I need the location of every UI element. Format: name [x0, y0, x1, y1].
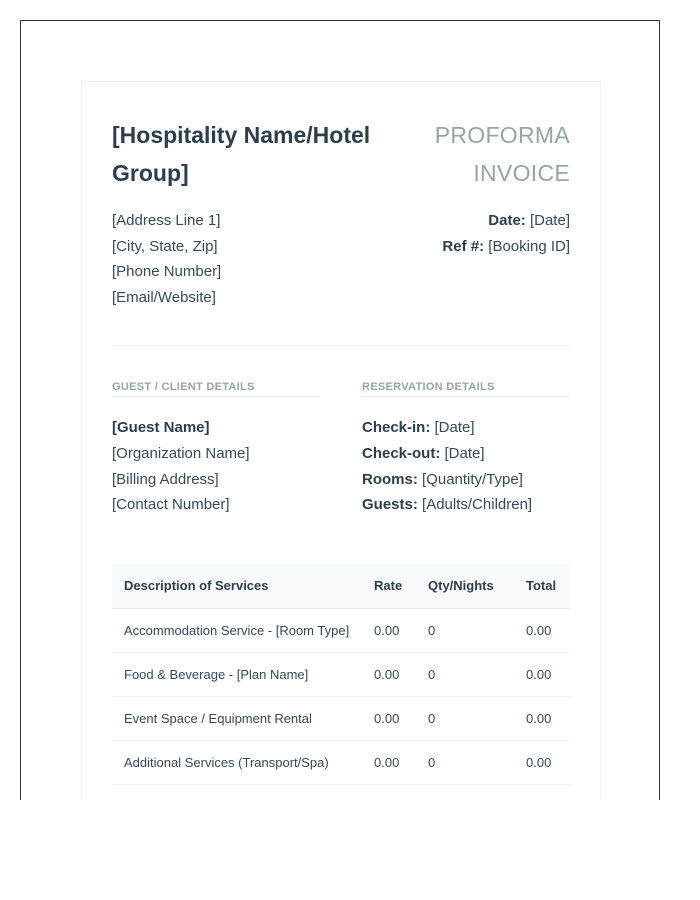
guest-details-lines: [112, 415, 320, 517]
service-total: 0.00: [514, 740, 570, 784]
service-qty: 0: [416, 696, 514, 740]
reservation-label: Rooms:: [362, 470, 418, 488]
column-header: Qty/Nights: [416, 564, 514, 609]
service-rate: 0.00: [362, 608, 416, 652]
date-value: [Date]: [529, 212, 570, 229]
service-rate: 0.00: [362, 740, 416, 784]
service-qty: 0: [416, 652, 514, 696]
guest-line: [Organization Name]: [112, 444, 250, 462]
guest-details-heading: GUEST / CLIENT DETAILS: [112, 381, 320, 397]
details-section: [112, 381, 570, 517]
service-description: Additional Services (Transport/Spa): [112, 740, 362, 784]
invoice-content: [112, 112, 570, 785]
guest-name: [Guest Name]: [112, 419, 210, 437]
table-header-row: [112, 564, 570, 609]
service-qty: 0: [416, 740, 514, 784]
services-table: [112, 564, 570, 785]
table-row: [112, 608, 570, 652]
company-address: [112, 208, 221, 310]
reservation-details-lines: [362, 415, 570, 517]
address-line: [Address Line 1]: [112, 212, 221, 229]
service-rate: 0.00: [362, 696, 416, 740]
ref-label: Ref #:: [442, 237, 485, 255]
column-header: Total: [514, 564, 570, 609]
reservation-details-heading: RESERVATION DETAILS: [362, 381, 570, 397]
column-header: Rate: [362, 564, 416, 609]
table-row: [112, 696, 570, 740]
invoice-header: [112, 112, 570, 192]
date-row: [442, 208, 570, 234]
guest-line: [Billing Address]: [112, 470, 219, 488]
reservation-value: [Quantity/Type]: [422, 470, 523, 488]
table-row: [112, 740, 570, 784]
reservation-label: Guests:: [362, 496, 418, 514]
address-row: [112, 208, 570, 310]
address-line: [Phone Number]: [112, 263, 222, 281]
reservation-row: [362, 492, 570, 518]
reservation-label: Check-out:: [362, 444, 441, 462]
page-frame: [20, 20, 660, 800]
ref-value: [Booking ID]: [488, 237, 570, 255]
reservation-details: [362, 381, 570, 517]
reservation-row: [362, 441, 570, 467]
reservation-value: [Date]: [434, 419, 475, 437]
service-total: 0.00: [514, 608, 570, 652]
date-label: Date:: [488, 212, 526, 229]
service-description: Event Space / Equipment Rental: [112, 696, 362, 740]
address-line: [City, State, Zip]: [112, 237, 218, 255]
address-line: [Email/Website]: [112, 288, 216, 306]
service-qty: 0: [416, 608, 514, 652]
invoice-paper: [81, 81, 601, 800]
service-rate: 0.00: [362, 652, 416, 696]
reservation-row: [362, 467, 570, 493]
service-description: Accommodation Service - [Room Type]: [112, 608, 362, 652]
ref-row: [442, 234, 570, 260]
service-total: 0.00: [514, 652, 570, 696]
invoice-meta: [442, 208, 570, 310]
document-title: PROFORMA INVOICE: [434, 122, 570, 186]
company-name: [Hospitality Name/Hotel Group]: [112, 122, 371, 186]
reservation-value: [Adults/Children]: [422, 496, 533, 514]
table-row: [112, 652, 570, 696]
column-header: Description of Services: [112, 564, 362, 609]
reservation-row: [362, 415, 570, 441]
service-description: Food & Beverage - [Plan Name]: [112, 652, 362, 696]
service-total: 0.00: [514, 696, 570, 740]
guest-line: [Contact Number]: [112, 496, 230, 514]
header-divider: [112, 345, 570, 346]
reservation-value: [Date]: [444, 444, 485, 462]
reservation-label: Check-in:: [362, 419, 431, 437]
guest-details: [112, 381, 320, 517]
